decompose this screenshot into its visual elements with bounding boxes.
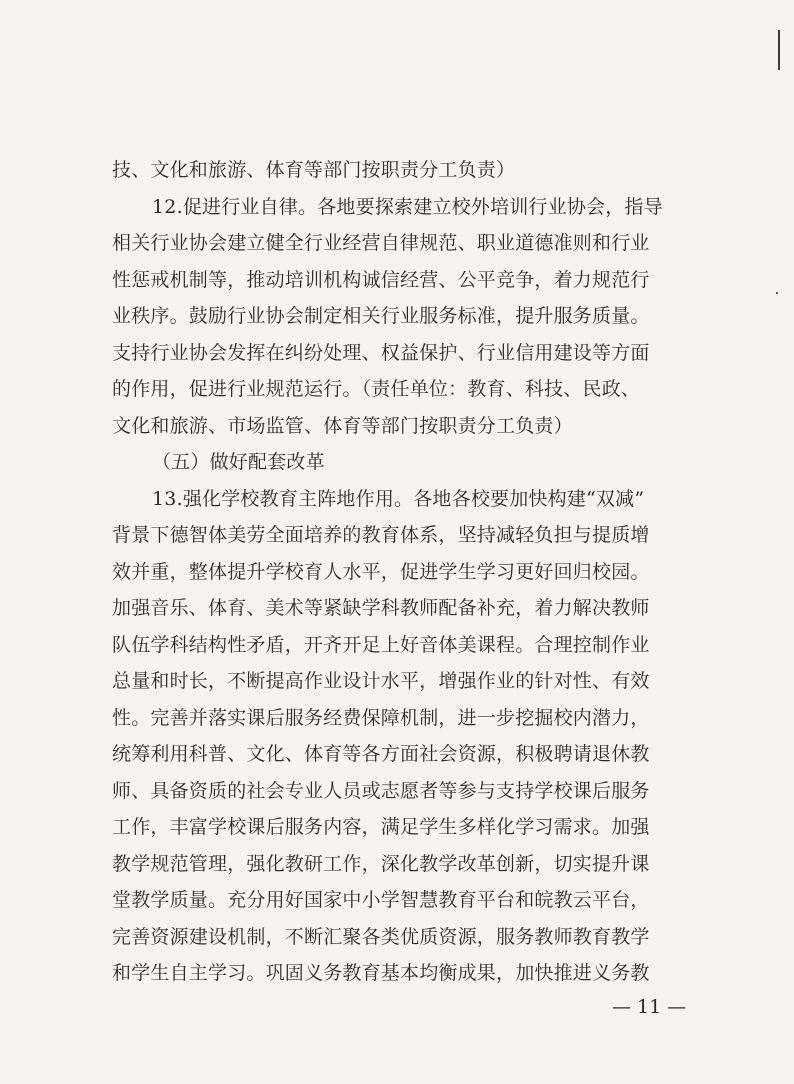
text-line: 业秩序。鼓励行业协会制定相关行业服务标准，提升服务质量。	[112, 305, 650, 327]
section-heading: （五）做好配套改革	[152, 451, 325, 473]
text-line: 师、具备资质的社会专业人员或志愿者等参与支持学校课后服务	[112, 779, 650, 802]
scan-edge-mark	[778, 30, 780, 70]
text-line: 加强音乐、体育、美术等紧缺学科教师配备补充，着力解决教师	[112, 597, 650, 619]
text-line: 相关行业协会建立健全行业经营自律规范、职业道德准则和行业	[112, 232, 650, 254]
text-line: 背景下德智体美劳全面培养的教育体系，坚持减轻负担与提质增	[112, 524, 650, 546]
text-line: 技、文化和旅游、体育等部门按职责分工负责）	[112, 159, 516, 181]
text-line: 文化和旅游、市场监管、体育等部门按职责分工负责）	[112, 414, 573, 437]
text-line: 总量和时长，不断提高作业设计水平，增强作业的针对性、有效	[112, 670, 650, 692]
document-body	[112, 152, 702, 992]
page-number: — 11 —	[612, 996, 687, 1018]
text-line: 教学规范管理，强化教研工作，深化教学改革创新，切实提升课	[112, 852, 650, 875]
text-line: 队伍学科结构性矛盾，开齐开足上好音体美课程。合理控制作业	[112, 633, 650, 656]
text-line: 堂教学质量。充分用好国家中小学智慧教育平台和皖教云平台，	[112, 889, 650, 911]
text-line: 统筹利用科普、文化、体育等各方面社会资源，积极聘请退休教	[112, 743, 650, 765]
text-line: 工作，丰富学校课后服务内容，满足学生多样化学习需求。加强	[112, 816, 650, 838]
text-line: 性惩戒机制等，推动培训机构诚信经营、公平竞争，着力规范行	[112, 268, 650, 291]
text-line: 支持行业协会发挥在纠纷处理、权益保护、行业信用建设等方面	[112, 341, 650, 364]
text-line: 的作用，促进行业规范运行。（责任单位：教育、科技、民政、	[112, 378, 641, 400]
text-line: 完善资源建设机制，不断汇聚各类优质资源，服务教师教育教学	[112, 925, 650, 948]
text-line: 和学生自主学习。巩固义务教育基本均衡成果，加快推进义务教	[112, 962, 650, 984]
text-line: 效并重，整体提升学校育人水平，促进学生学习更好回归校园。	[112, 560, 650, 583]
paragraph-12-start: 12.促进行业自律。各地要探索建立校外培训行业协会，指导	[152, 195, 663, 218]
text-line: 性。完善并落实课后服务经费保障机制，进一步挖掘校内潜力，	[112, 706, 650, 729]
paragraph-13-start: 13.强化学校教育主阵地作用。各地各校要加快构建“双减”	[152, 487, 645, 510]
scan-speck	[776, 292, 778, 294]
